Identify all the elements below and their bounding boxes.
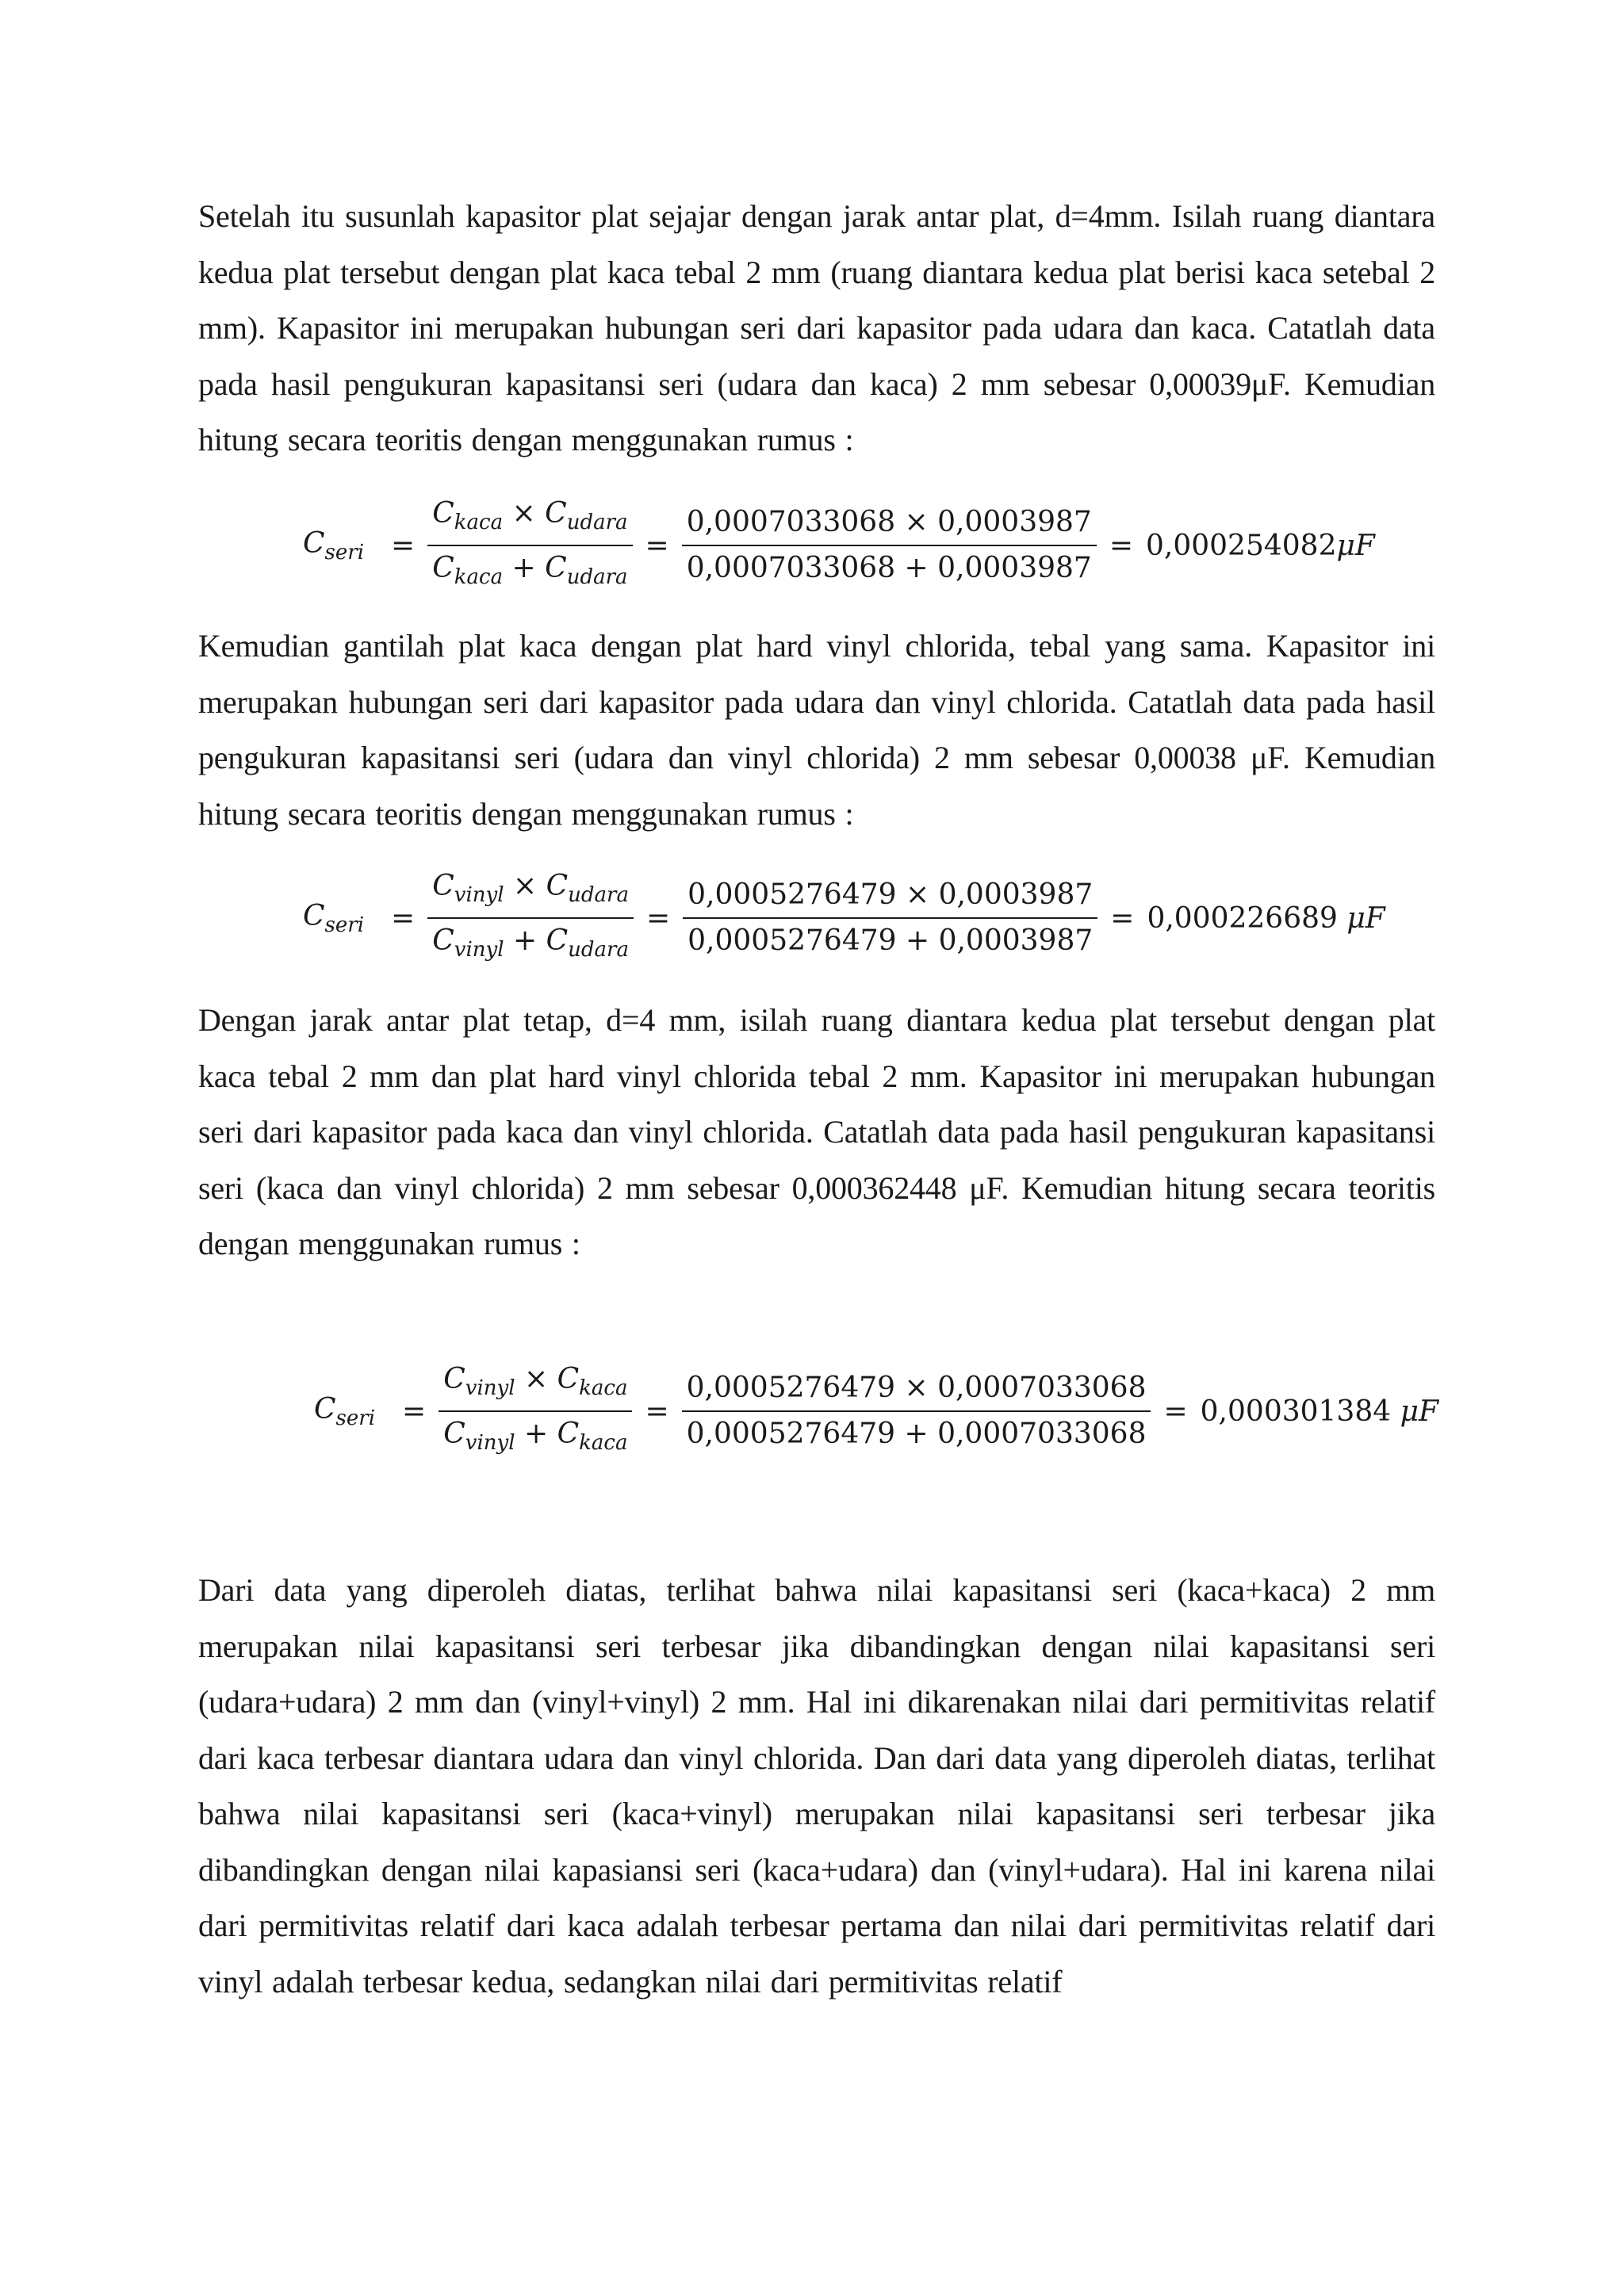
numeric-fraction bbox=[683, 873, 1097, 963]
equals-sign: = bbox=[1163, 1395, 1188, 1428]
symbolic-numerator: $C_{vinyl} \times C_{udara}$ bbox=[427, 864, 634, 919]
numeric-denominator: 0,0005276479 + 0,0007033068 bbox=[686, 1418, 1147, 1450]
symbolic-denominator: $C_{kaca} + C_{udara}$ bbox=[432, 552, 628, 589]
eq-result-unit: μF bbox=[1336, 529, 1375, 562]
equals-sign: = bbox=[645, 1395, 669, 1428]
paragraph-setup-glass-vinyl: Dengan jarak antar plat tetap, d=4 mm, isilah ruang diantara kedua plat tersebut dengan plat kaca tebal 2 mm dan plat hard vinyl chlorida tebal 2 mm. Kapasitor ini merupakan hubungan seri dari kapasitor pada kaca dan vinyl chlorida. Catatlah data pada hasil pengukuran kapasitansi seri (kaca dan vinyl chlorida) 2 mm sebesar 0,000362448 μF. Kemudian hitung secara teoritis dengan menggunakan rumus : bbox=[198, 1002, 1435, 1261]
numeric-numerator: 0,0005276479 × 0,0003987 bbox=[683, 873, 1097, 919]
equation-series-vinyl-glass bbox=[0, 1356, 1624, 1467]
symbolic-denominator: $C_{vinyl} + C_{udara}$ bbox=[432, 924, 629, 962]
symbolic-fraction bbox=[427, 492, 632, 599]
equation-series-vinyl-air bbox=[0, 863, 1624, 974]
equals-sign: = bbox=[391, 901, 416, 935]
symbolic-denominator: $C_{vinyl} + C_{kaca}$ bbox=[443, 1418, 628, 1455]
eq-lhs: $C_{seri}$ bbox=[314, 1392, 376, 1430]
equals-sign: = bbox=[645, 901, 671, 935]
equals-sign: = bbox=[391, 529, 416, 562]
equals-sign: = bbox=[645, 529, 669, 562]
paragraph-conclusion: Dari data yang diperoleh diatas, terlihat bahwa nilai kapasitansi seri (kaca+kaca) 2 mm merupakan nilai kapasitansi seri terbesar jika dibandingkan dengan nilai kapasitansi seri (udara+udara) 2 mm dan (vinyl+vinyl) 2 mm. Hal ini dikarenakan nilai dari permitivitas relatif dari kaca terbesar diantara udara dan vinyl chlorida. Dan dari data yang diperoleh diatas, terlihat bahwa nilai kapasitansi seri (kaca+vinyl) merupakan nilai kapasitansi seri terbesar jika dibandingkan dengan nilai kapasiansi seri (kaca+udara) dan (vinyl+udara). Hal ini karena nilai dari permitivitas relatif dari kaca adalah terbesar pertama dan nilai dari permitivitas relatif dari vinyl adalah terbesar kedua, sedangkan nilai dari permitivitas relatif bbox=[198, 1572, 1435, 1999]
symbolic-numerator: $C_{kaca} \times C_{udara}$ bbox=[427, 492, 632, 546]
equals-sign: = bbox=[402, 1395, 427, 1428]
numeric-fraction bbox=[682, 1366, 1151, 1456]
paragraph-setup-vinyl: Kemudian gantilah plat kaca dengan plat hard vinyl chlorida, tebal yang sama. Kapasitor ini merupakan hubungan seri dari kapasitor pada udara dan vinyl chlorida. Catatlah data pada hasil pengukuran kapasitansi seri (udara dan vinyl chlorida) 2 mm sebesar 0,00038 μF. Kemudian hitung secara teoritis dengan menggunakan rumus : bbox=[198, 628, 1435, 832]
numeric-denominator: 0,0005276479 + 0,0003987 bbox=[688, 924, 1094, 957]
eq-result-unit: μF bbox=[1346, 901, 1385, 935]
numeric-numerator: 0,0005276479 × 0,0007033068 bbox=[682, 1366, 1151, 1412]
equation-series-glass-air bbox=[0, 490, 1624, 601]
symbolic-fraction bbox=[427, 864, 634, 972]
paragraph-setup-glass: Setelah itu susunlah kapasitor plat sejajar dengan jarak antar plat, d=4mm. Isilah ruang diantara kedua plat tersebut dengan plat kaca tebal 2 mm (ruang diantara kedua plat berisi kaca setebal 2 mm). Kapasitor ini merupakan hubungan seri dari kapasitor pada udara dan kaca. Catatlah data pada hasil pengukuran kapasitansi seri (udara dan kaca) 2 mm sebesar 0,00039μF. Kemudian hitung secara teoritis dengan menggunakan rumus : bbox=[198, 198, 1435, 457]
eq-lhs: $C_{seri}$ bbox=[303, 899, 365, 937]
symbolic-fraction bbox=[439, 1357, 632, 1465]
equals-sign: = bbox=[1110, 901, 1135, 935]
eq-result-value: 0,000226689 bbox=[1147, 901, 1338, 935]
numeric-numerator: 0,0007033068 × 0,0003987 bbox=[682, 500, 1097, 546]
numeric-denominator: 0,0007033068 + 0,0003987 bbox=[686, 552, 1092, 584]
eq-result-value: 0,000254082 bbox=[1146, 529, 1337, 562]
numeric-fraction bbox=[682, 500, 1097, 591]
symbolic-numerator: $C_{vinyl} \times C_{kaca}$ bbox=[439, 1357, 632, 1412]
equals-sign: = bbox=[1109, 529, 1133, 562]
eq-lhs: $C_{seri}$ bbox=[303, 526, 365, 564]
eq-result-unit: μF bbox=[1400, 1395, 1438, 1428]
eq-result-value: 0,000301384 bbox=[1200, 1395, 1392, 1428]
